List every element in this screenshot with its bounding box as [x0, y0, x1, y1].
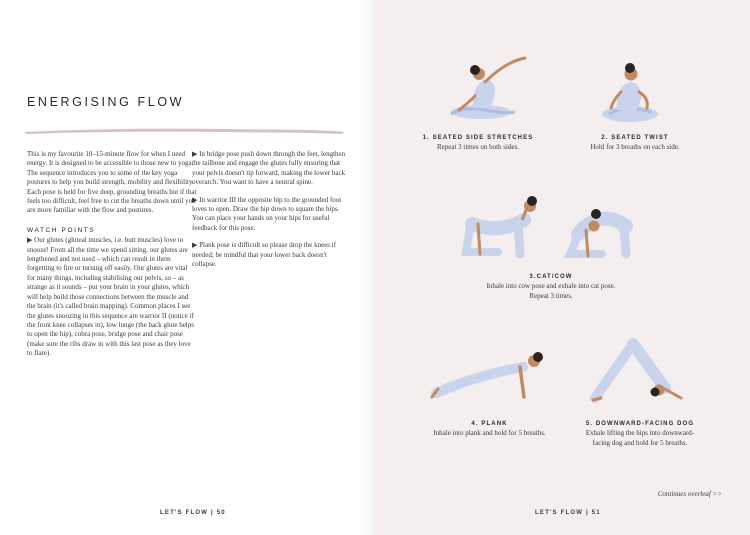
page-number-left: LET'S FLOW | 50 — [160, 510, 226, 516]
intro-paragraph: This is my favourite 10–15-minute flow for when I need energy. It is designed to be accessible to those new to yoga. The sequence introduces you to some of the key yoga postures to help you build strength, mobility and flexibility. Each pose is held for five deep, grounding breaths but if that feels too difficult, feel free to cut the breaths down until you are more familiar with the flow and postures. — [27, 150, 197, 215]
page-title: ENERGISING FLOW — [27, 95, 185, 109]
seated-side-stretch-illustration — [445, 48, 535, 123]
watch-point: ▶ In bridge pose push down through the feet, lengthen the tailbone and engage the glutes fully ensuring that your pelvis doesn't tip forward, making the lower back overarch. You want to have a neutral spine. — [192, 150, 346, 187]
cow-pose-illustration — [458, 184, 548, 262]
watch-points-heading: WATCH POINTS — [27, 226, 96, 234]
pose-caption — [432, 420, 547, 439]
right-page — [375, 0, 750, 535]
pose-description: Inhale into plank and hold for 5 breaths. — [433, 429, 546, 438]
watch-point: ▶ Plank pose is difficult so please drop the knees if needed; be mindful that your lower back doesn't collapse. — [192, 241, 337, 269]
cat-pose-illustration — [560, 200, 650, 262]
pose-description: Hold for 3 breaths on each side. — [590, 143, 680, 152]
pose-title: 4. PLANK — [471, 421, 508, 427]
pose-caption — [418, 134, 538, 153]
pose-description: Repeat 3 times on both sides. — [436, 143, 520, 152]
pose-title: 1. SEATED SIDE STRETCHES — [422, 135, 534, 141]
pose-title: 2. SEATED TWIST — [601, 135, 669, 141]
watch-point: ▶ In warrior III the opposite hip to the grounded foot loves to open. Draw the hip down to square the hips. You can place your hands on your hips for useful feedback for this pose. — [192, 195, 342, 232]
continues-overleaf: Continues overleaf >> — [657, 490, 722, 498]
left-column — [27, 150, 197, 367]
pose-title: 5. DOWNWARD-FACING DOG — [585, 421, 695, 427]
pose-description: Exhale lifting the hips into downward-facing dog and hold for 5 breaths. — [585, 429, 695, 447]
page-number-right: LET'S FLOW | 51 — [535, 510, 601, 516]
downward-dog-illustration — [585, 330, 695, 405]
gutter-shadow — [360, 0, 375, 535]
pose-caption — [573, 134, 697, 153]
brush-stroke-divider — [24, 126, 344, 136]
pose-caption — [578, 420, 702, 448]
plank-pose-illustration — [428, 345, 553, 405]
pose-description: Inhale into cow pose and exhale into cat pose. Repeat 3 times. — [486, 282, 616, 300]
pose-caption — [485, 273, 617, 301]
pose-title: 3.CAT/COW — [529, 274, 573, 280]
watch-point: ▶ Our glutes (gluteal muscles, i.e. butt muscles) love to snooze! From all the time we spend sitting, our glutes are lengthened and not used – which can result in them forgetting to fire or turning off easily. Our glutes are vital for many things, including stabilising our pelvis, so – as strange as it sounds – put your brain in your glutes, which will help build those connections between the muscle and the brain (it's called brain mapping). Common places I see the glutes snoozing in this sequence are warrior II (notice if the front knee collapses in), low lunge (the back glute helps to open the hip), cobra pose, bridge pose and chair pose (make sure the ribs draw in with this last pose as they love to flare). — [27, 236, 194, 358]
seated-twist-illustration — [595, 52, 665, 124]
right-column — [192, 150, 348, 277]
